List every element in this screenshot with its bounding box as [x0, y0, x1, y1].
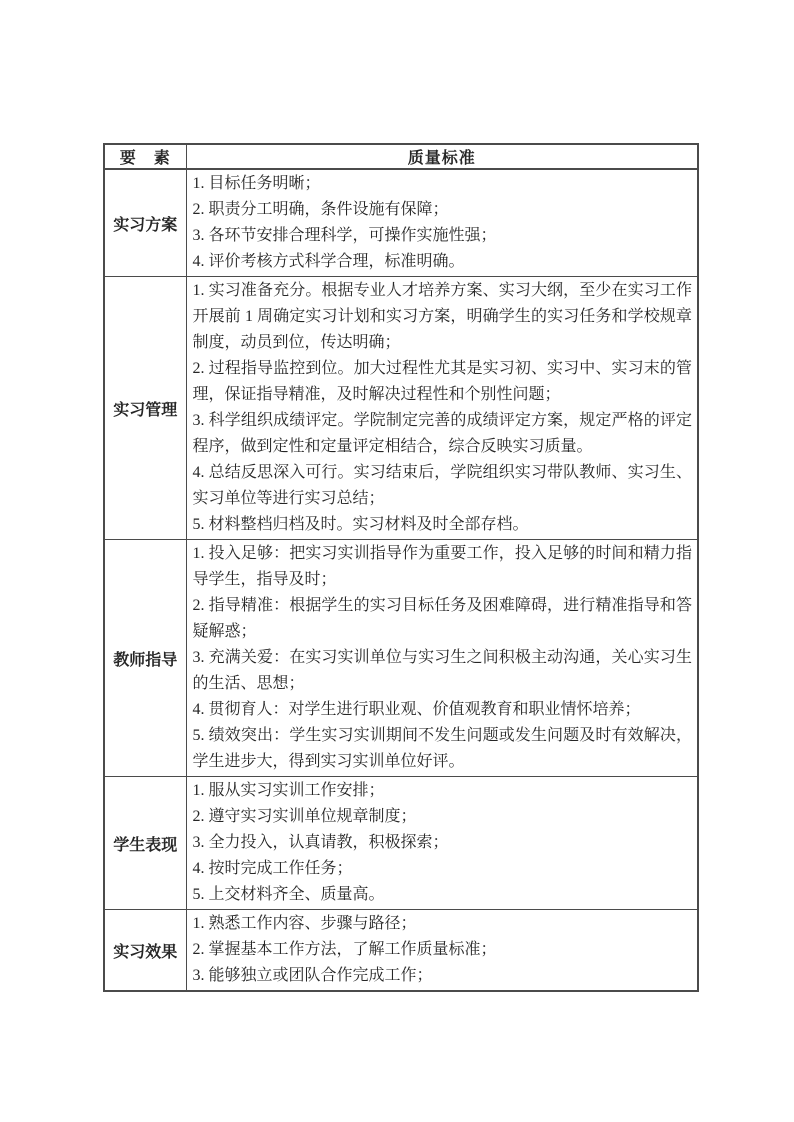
standard-item: 3. 充满关爱：在实习实训单位与实习生之间积极主动沟通，关心实习生的生活、思想； [192, 649, 692, 692]
row-content-teacher-guidance [186, 540, 698, 777]
row-label-plan: 实习方案 [104, 169, 186, 277]
row-content-effect [186, 910, 698, 992]
table-row-effect [104, 910, 698, 992]
header-standard: 质量标准 [186, 144, 698, 169]
table-header-row [104, 144, 698, 169]
table-row-management [104, 277, 698, 540]
row-label-effect: 实习效果 [104, 910, 186, 992]
row-label-teacher-guidance: 教师指导 [104, 540, 186, 777]
row-label-student-performance: 学生表现 [104, 777, 186, 910]
row-content-student-performance [186, 777, 698, 910]
standard-item: 3. 科学组织成绩评定。学院制定完善的成绩评定方案，规定严格的评定程序，做到定性和定量评定相结合，综合反映实习质量。 [192, 412, 692, 455]
table-row-teacher-guidance [104, 540, 698, 777]
quality-standards-table [103, 143, 699, 992]
row-label-management: 实习管理 [104, 277, 186, 540]
standard-item: 2. 掌握基本工作方法，了解工作质量标准； [192, 941, 497, 958]
standard-item: 4. 评价考核方式科学合理，标准明确。 [192, 253, 465, 270]
standard-item: 4. 总结反思深入可行。实习结束后，学院组织实习带队教师、实习生、实习单位等进行实习总结； [192, 464, 692, 507]
standard-item: 1. 服从实习实训工作安排； [192, 782, 385, 799]
standard-item: 2. 遵守实习实训单位规章制度； [192, 808, 417, 825]
standard-item: 3. 全力投入，认真请教，积极探索； [192, 834, 449, 851]
standard-item: 1. 实习准备充分。根据专业人才培养方案、实习大纲，至少在实习工作开展前 1 周确定实习计划和实习方案，明确学生的实习任务和学校规章制度，动员到位，传达明确； [192, 282, 692, 351]
standard-item: 5. 上交材料齐全、质量高。 [192, 886, 385, 903]
table-row-plan [104, 169, 698, 277]
row-content-management [186, 277, 698, 540]
standard-item: 3. 各环节安排合理科学，可操作实施性强； [192, 227, 497, 244]
standard-item: 2. 职责分工明确，条件设施有保障； [192, 201, 449, 218]
row-content-plan [186, 169, 698, 277]
standard-item: 2. 过程指导监控到位。加大过程性尤其是实习初、实习中、实习末的管理，保证指导精准，及时解决过程性和个别性问题； [192, 360, 692, 403]
standard-item: 2. 指导精准：根据学生的实习目标任务及困难障碍，进行精准指导和答疑解惑； [192, 597, 692, 640]
standard-item: 1. 熟悉工作内容、步骤与路径； [192, 915, 417, 932]
standard-item: 5. 材料整档归档及时。实习材料及时全部存档。 [192, 516, 529, 533]
standard-item: 3. 能够独立或团队合作完成工作； [192, 967, 433, 984]
standard-item: 4. 按时完成工作任务； [192, 860, 353, 877]
header-element: 要 素 [104, 144, 186, 169]
standard-item: 1. 投入足够：把实习实训指导作为重要工作，投入足够的时间和精力指导学生，指导及时； [192, 545, 692, 588]
standard-item: 1. 目标任务明晰； [192, 175, 321, 192]
table-row-student-performance [104, 777, 698, 910]
standard-item: 4. 贯彻育人：对学生进行职业观、价值观教育和职业情怀培养； [192, 701, 641, 718]
standard-item: 5. 绩效突出：学生实习实训期间不发生问题或发生问题及时有效解决，学生进步大，得到实习实训单位好评。 [192, 727, 692, 770]
